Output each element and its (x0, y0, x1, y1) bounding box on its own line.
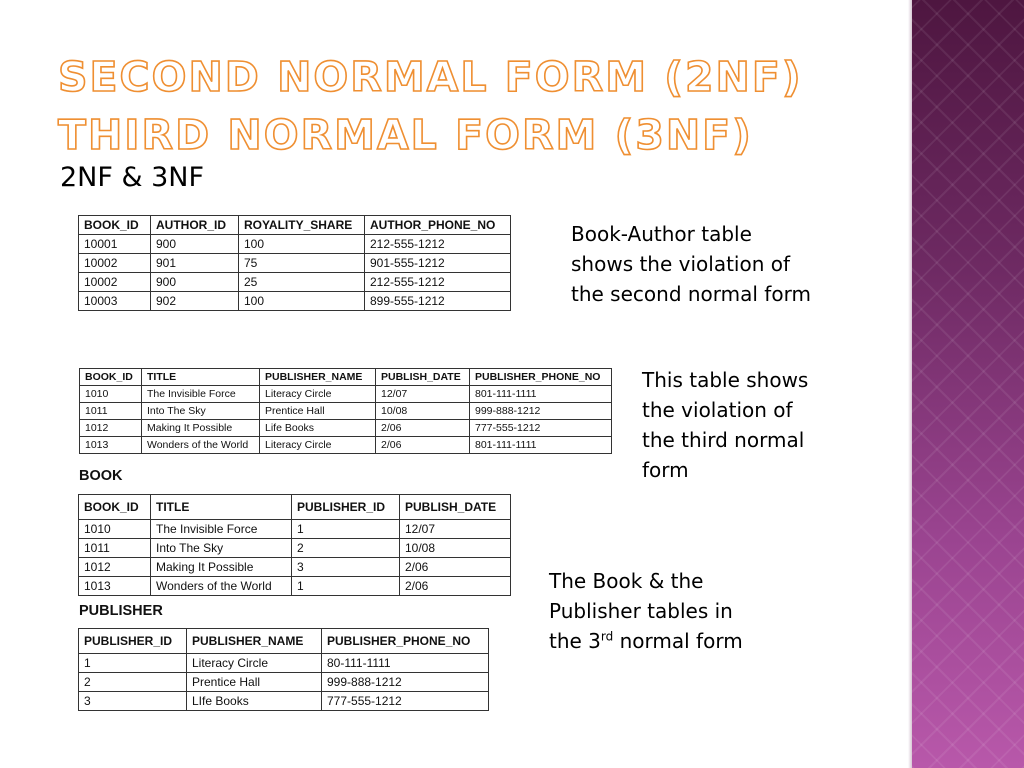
book-table (78, 494, 511, 596)
table-cell: Making It Possible (151, 558, 292, 577)
table-cell: 2/06 (400, 577, 511, 596)
decorative-sidebar (912, 0, 1024, 768)
table-cell: 900 (151, 235, 239, 254)
table-cell: 10/08 (376, 403, 470, 420)
sidebar-pattern (912, 0, 1024, 768)
note-line: Publisher tables in (549, 599, 733, 623)
table-cell: 999-888-1212 (470, 403, 612, 420)
table-row (79, 235, 511, 254)
column-header: AUTHOR_PHONE_NO (365, 216, 511, 235)
table-cell: 1013 (79, 577, 151, 596)
column-header: PUBLISHER_NAME (260, 369, 376, 386)
column-header: AUTHOR_ID (151, 216, 239, 235)
table-cell: 801-111-1111 (470, 437, 612, 454)
note-normalized-tables (549, 566, 743, 656)
table-cell: 777-555-1212 (322, 692, 489, 711)
table-cell: 100 (239, 292, 365, 311)
table-cell: The Invisible Force (142, 386, 260, 403)
table-cell: LIfe Books (187, 692, 322, 711)
column-header: BOOK_ID (80, 369, 142, 386)
column-header: BOOK_ID (79, 216, 151, 235)
table-cell: Literacy Circle (187, 654, 322, 673)
table-cell: 2/06 (400, 558, 511, 577)
table-cell: 801-111-1111 (470, 386, 612, 403)
table-row (79, 654, 489, 673)
note-line: shows the violation of (571, 252, 791, 276)
table-cell: 12/07 (376, 386, 470, 403)
column-header: BOOK_ID (79, 495, 151, 520)
note-line: the third normal (642, 428, 805, 452)
book-author-table (78, 215, 511, 311)
table-cell: 100 (239, 235, 365, 254)
table-row (79, 520, 511, 539)
table-cell: 1010 (79, 520, 151, 539)
table-cell: 1010 (80, 386, 142, 403)
table-row (80, 437, 612, 454)
table-cell: 2 (292, 539, 400, 558)
table-cell: 10002 (79, 254, 151, 273)
table-row (79, 273, 511, 292)
table-cell: Prentice Hall (260, 403, 376, 420)
table-cell: 1 (292, 520, 400, 539)
table-cell: 900 (151, 273, 239, 292)
column-header: TITLE (142, 369, 260, 386)
table-cell: 1013 (80, 437, 142, 454)
table-cell: 10001 (79, 235, 151, 254)
table-cell: Literacy Circle (260, 437, 376, 454)
table-cell: 2/06 (376, 420, 470, 437)
title-line-2: THIRD NORMAL FORM (3NF) (58, 111, 753, 159)
table-cell: 1 (292, 577, 400, 596)
column-header: PUBLISHER_ID (292, 495, 400, 520)
note-line: the second normal form (571, 282, 811, 306)
table-cell: 1012 (79, 558, 151, 577)
table-cell: 10002 (79, 273, 151, 292)
table-cell: Wonders of the World (142, 437, 260, 454)
table-cell: 25 (239, 273, 365, 292)
table-row (79, 577, 511, 596)
table-cell: 2 (79, 673, 187, 692)
table-row (79, 692, 489, 711)
column-header: PUBLISHER_PHONE_NO (322, 629, 489, 654)
table-cell: 901 (151, 254, 239, 273)
note-3nf-violation (642, 365, 808, 485)
table-header-row (80, 369, 612, 386)
column-header: TITLE (151, 495, 292, 520)
column-header: PUBLISHER_ID (79, 629, 187, 654)
table-cell: 80-111-1111 (322, 654, 489, 673)
table-cell: Prentice Hall (187, 673, 322, 692)
column-header: PUBLISH_DATE (400, 495, 511, 520)
note-line: the violation of (642, 398, 793, 422)
column-header: PUBLISHER_PHONE_NO (470, 369, 612, 386)
book-table-label: BOOK (79, 468, 123, 484)
table-cell: Literacy Circle (260, 386, 376, 403)
column-header: PUBLISH_DATE (376, 369, 470, 386)
table-cell: 12/07 (400, 520, 511, 539)
note-line: This table shows (642, 368, 809, 392)
table-cell: 10/08 (400, 539, 511, 558)
table-cell: 212-555-1212 (365, 273, 511, 292)
table-row (80, 420, 612, 437)
table-row (80, 403, 612, 420)
table-cell: Wonders of the World (151, 577, 292, 596)
note-line: form (642, 458, 689, 482)
note-2nf-violation (571, 219, 811, 309)
table-row (79, 292, 511, 311)
column-header: ROYALITY_SHARE (239, 216, 365, 235)
table-cell: 2/06 (376, 437, 470, 454)
table-header-row (79, 495, 511, 520)
table-row (79, 673, 489, 692)
table-cell: 212-555-1212 (365, 235, 511, 254)
ordinal-superscript: rd (600, 629, 614, 644)
table-header-row (79, 629, 489, 654)
title-line-1: SECOND NORMAL FORM (2NF) (58, 53, 803, 101)
note-text: normal form (613, 629, 743, 653)
table-cell: 1012 (80, 420, 142, 437)
table-cell: Into The Sky (142, 403, 260, 420)
table-cell: 1 (79, 654, 187, 673)
note-line (549, 626, 743, 656)
table-cell: Into The Sky (151, 539, 292, 558)
table-cell: 899-555-1212 (365, 292, 511, 311)
table-row (79, 539, 511, 558)
table-cell: The Invisible Force (151, 520, 292, 539)
table-row (80, 386, 612, 403)
table-cell: 75 (239, 254, 365, 273)
note-line: The Book & the (549, 569, 704, 593)
table-cell: 902 (151, 292, 239, 311)
table-cell: Making It Possible (142, 420, 260, 437)
table-cell: 3 (292, 558, 400, 577)
note-line: Book-Author table (571, 222, 752, 246)
table-cell: Life Books (260, 420, 376, 437)
table-cell: 901-555-1212 (365, 254, 511, 273)
table-cell: 777-555-1212 (470, 420, 612, 437)
publisher-table (78, 628, 489, 711)
table-cell: 10003 (79, 292, 151, 311)
table-cell: 3 (79, 692, 187, 711)
note-text: the 3 (549, 629, 601, 653)
table-row (79, 254, 511, 273)
table-cell: 1011 (80, 403, 142, 420)
table-cell: 1011 (79, 539, 151, 558)
subtitle: 2NF & 3NF (60, 162, 205, 193)
book-publisher-table (79, 368, 612, 454)
column-header: PUBLISHER_NAME (187, 629, 322, 654)
table-header-row (79, 216, 511, 235)
publisher-table-label: PUBLISHER (79, 603, 163, 619)
table-cell: 999-888-1212 (322, 673, 489, 692)
table-row (79, 558, 511, 577)
